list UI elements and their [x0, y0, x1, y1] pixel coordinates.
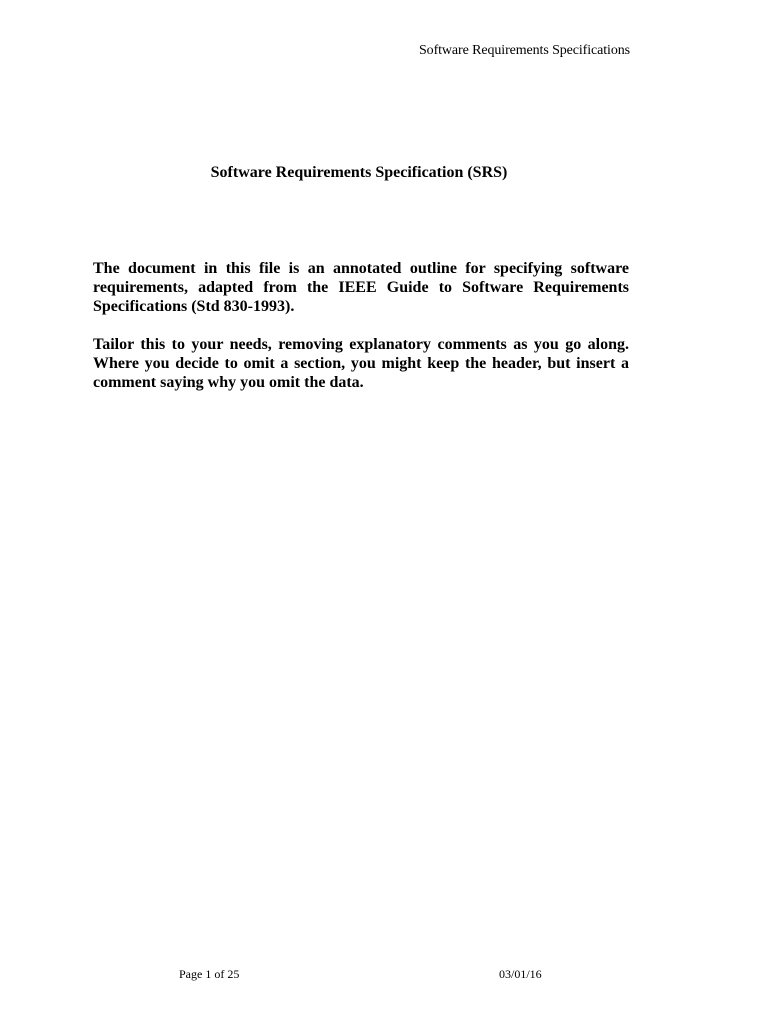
instructions-paragraph: Tailor this to your needs, removing explanatory comments as you go along. Where you decide to omit a section, you might keep the header, but insert a comment saying why you omit the data. [93, 336, 629, 391]
running-header: Software Requirements Specifications [418, 43, 630, 58]
footer-date: 03/01/16 [499, 967, 542, 981]
page-number: Page 1 of 25 [179, 967, 240, 981]
document-title: Software Requirements Specification (SRS) [210, 164, 508, 181]
intro-paragraph: The document in this file is an annotated outline for specifying software requirements, adapted from the IEEE Guide to Software Requirements Specifications (Std 830-1993). [93, 260, 629, 315]
